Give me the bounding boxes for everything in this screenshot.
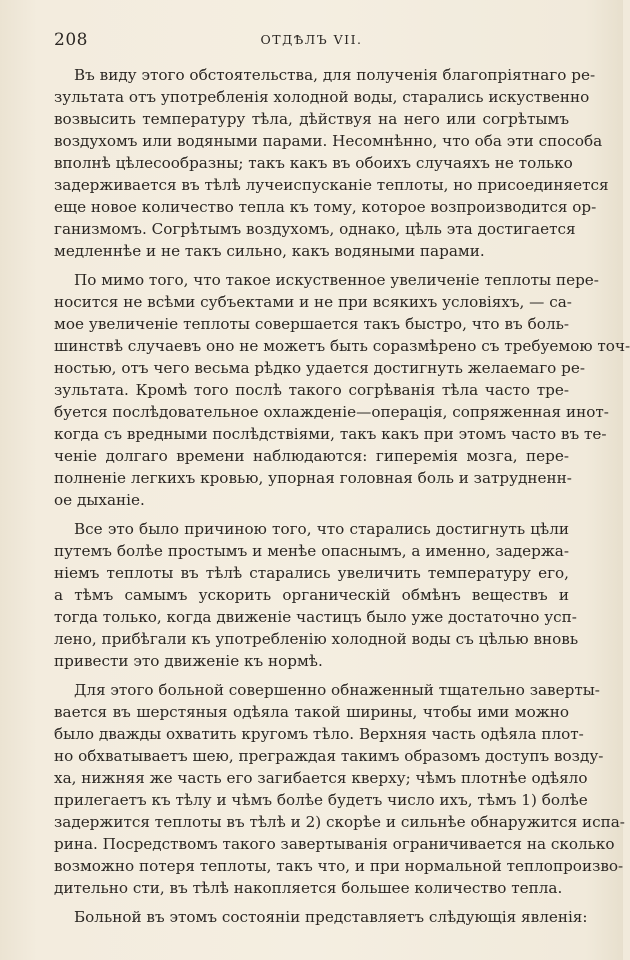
page-header [54,30,569,50]
text-line: ганизмомъ. Согрѣтымъ воздухомъ, однако, цѣль эта достигается [54,220,576,238]
text-line: дительно сти, въ тѣлѣ накопляется большее количество тепла. [54,879,563,897]
text-line: воздухомъ или водяными парами. Несомнѣнно, что оба эти способа [54,132,603,150]
paragraph [54,518,579,672]
text-line: ніемъ теплоты въ тѣлѣ старались увеличить температуру его, [54,564,569,582]
text-line: Въ виду этого обстоятельства, для полученія благопріятнаго ре- [74,66,596,84]
text-line: ченіе долгаго времени наблюдаются: гиперемія мозга, пере- [54,447,569,465]
text-line: шинствѣ случаевъ оно не можетъ быть соразмѣрено съ требуемою точ- [54,337,630,355]
text-line: возможно потеря теплоты, такъ что, и при нормальной теплопроизво- [54,857,624,875]
text-line: задержится теплоты въ тѣлѣ и 2) скорѣе и сильнѣе обнаружится испа- [54,813,625,831]
text-line: когда съ вредными послѣдствіями, такъ какъ при этомъ часто въ те- [54,425,607,443]
text-line: было дважды охватить кругомъ тѣло. Верхняя часть одѣяла плот- [54,725,584,743]
text-line: Для этого больной совершенно обнаженный тщательно заверты- [74,681,600,699]
paragraph [54,64,609,262]
text-line: Все это было причиною того, что старались достигнуть цѣли [74,520,569,538]
text-line: медленнѣе и не такъ сильно, какъ водяными парами. [54,242,485,260]
text-line: буется послѣдовательное охлажденіе—операція, сопряженная инот- [54,403,609,421]
text-line: зультата. Кромѣ того послѣ такого согрѣванія тѣла часто тре- [54,381,569,399]
paragraph [54,269,630,511]
text-line: задерживается въ тѣлѣ лучеиспусканіе теплоты, но присоединяется [54,176,609,194]
text-line: путемъ болѣе простымъ и менѣе опаснымъ, а именно, задержа- [54,542,569,560]
paragraph [54,906,588,928]
text-line: зультата отъ употребленія холодной воды, старались искуственно [54,88,590,106]
text-line: тогда только, когда движеніе частицъ было уже достаточно усп- [54,608,577,626]
text-line: привести это движеніе къ нормѣ. [54,652,323,670]
text-line: ностью, отъ чего весьма рѣдко удается достигнуть желаемаго ре- [54,359,585,377]
text-line: По мимо того, что такое искуственное увеличеніе теплоты пере- [74,271,599,289]
text-line: вполнѣ цѣлесообразны; такъ какъ въ обоихъ случаяхъ не только [54,154,573,172]
text-line: а тѣмъ самымъ ускорить органическій обмѣнъ веществъ и [54,586,569,604]
text-line: лено, прибѣгали къ употребленію холодной воды съ цѣлью вновь [54,630,579,648]
running-head: ОТДѢЛЪ VII. [260,32,363,47]
body-text [54,64,630,935]
text-line: еще новое количество тепла къ тому, которое возпроизводится ор- [54,198,597,216]
text-line: Больной въ этомъ состояніи представляетъ слѣдующія явленія: [74,908,588,926]
paragraph [54,679,625,899]
text-line: мое увеличеніе теплоты совершается такъ быстро, что въ боль- [54,315,569,333]
text-line: возвысить температуру тѣла, дѣйствуя на него или согрѣтымъ [54,110,569,128]
text-line: носится не всѣми субъектами и не при всякихъ условіяхъ, — са- [54,293,572,311]
page-number: 208 [54,30,88,50]
text-line: рина. Посредствомъ такого завертыванія ограничивается на сколько [54,835,615,853]
text-line: полненіе легкихъ кровью, упорная головная боль и затрудненн- [54,469,572,487]
text-line: но обхватываетъ шею, преграждая такимъ образомъ доступъ возду- [54,747,604,765]
text-line: ое дыханіе. [54,491,145,509]
text-line: прилегаетъ къ тѣлу и чѣмъ болѣе будетъ число ихъ, тѣмъ 1) болѣе [54,791,588,809]
text-line: ха, нижняя же часть его загибается кверху; чѣмъ плотнѣе одѣяло [54,769,588,787]
text-line: вается въ шерстяныя одѣяла такой ширины, чтобы ими можно [54,703,569,721]
